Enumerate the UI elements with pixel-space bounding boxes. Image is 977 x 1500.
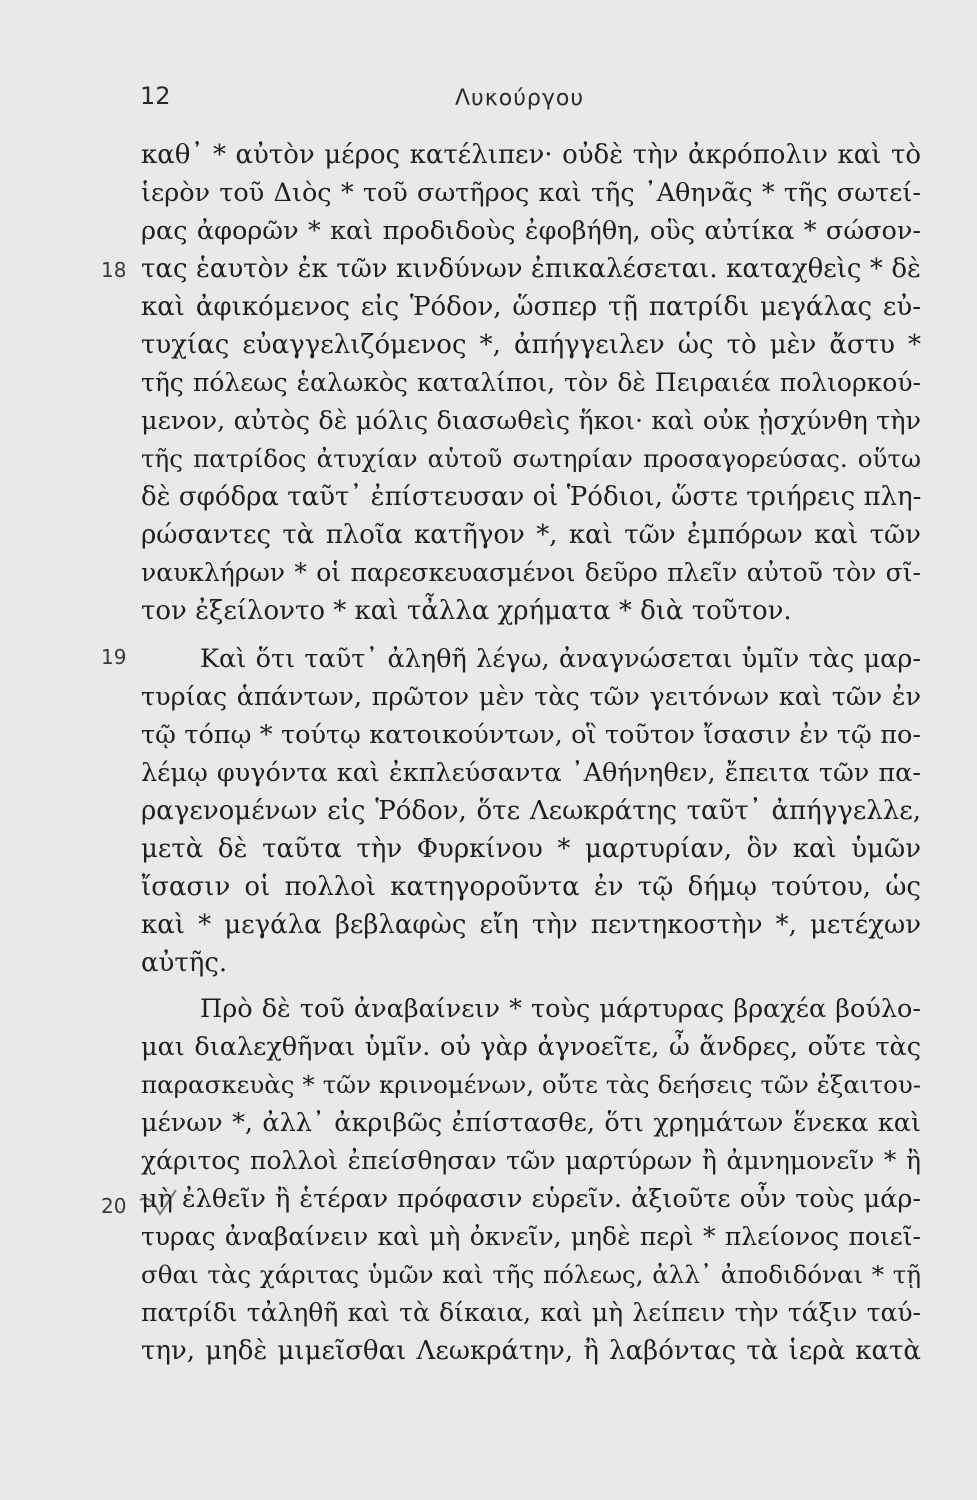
text-line: μαι διαλεχθῆναι ὑμῖν. οὐ γὰρ ἀγνοεῖτε, ὦ ἄνδρες, οὔτε τὰς <box>141 1032 921 1062</box>
text-line: πατρίδι τἀληθῆ καὶ τὰ δίκαια, καὶ μὴ λείπειν τὴν τάξιν ταύ- <box>141 1298 921 1327</box>
text-line: ναυκλήρων * οἱ παρεσκευασμένοι δεῦρο πλεῖν αὐτοῦ τὸν σῖ- <box>141 558 921 587</box>
text-line: σθαι τὰς χάριτας ὑμῶν καὶ τῆς πόλεως, ἀλλ᾽ ἀποδιδόναι * τῇ <box>141 1260 921 1289</box>
text-line: την, μηδὲ μιμεῖσθαι Λεωκράτην, ἢ λαβόντας τὰ ἱερὰ κατὰ <box>141 1336 921 1366</box>
text-line: αὐτῆς. <box>141 948 228 978</box>
text-line: τυρίας ἁπάντων, πρῶτον μὲν τὰς τῶν γειτόνων καὶ τῶν ἐν <box>141 682 921 712</box>
text-line: τας ἑαυτὸν ἐκ τῶν κινδύνων ἐπικαλέσεται. καταχθεὶς * δὲ <box>141 254 921 284</box>
running-head: Λυκούργου <box>455 86 585 111</box>
section-number-20: 20 <box>101 1194 127 1218</box>
text-line: τῆς πόλεως ἑαλωκὸς καταλίποι, τὸν δὲ Πειραιέα πολιορκού- <box>141 368 921 397</box>
text-line: τῷ τόπῳ * τούτῳ κατοικούντων, οἳ τοῦτον ἴσασιν ἐν τῷ πο- <box>141 720 921 750</box>
text-line: ρας ἀφορῶν * καὶ προδιδοὺς ἐφοβήθη, οὓς αὐτίκα * σώσον- <box>141 216 921 246</box>
text-line: τον ἐξείλοντο * καὶ τἆλλα χρήματα * διὰ τοῦτον. <box>141 596 792 626</box>
text-line: παρασκευὰς * τῶν κρινομένων, οὔτε τὰς δεήσεις τῶν ἐξαιτου- <box>141 1070 921 1099</box>
text-line: τυχίας εὐαγγελιζόμενος *, ἀπήγγειλεν ὡς τὸ μὲν ἄστυ * <box>141 330 921 360</box>
section-number-18: 18 <box>101 258 127 282</box>
text-line: Πρὸ δὲ τοῦ ἀναβαίνειν * τοὺς μάρτυρας βραχέα βούλο- <box>200 994 921 1024</box>
text-line: χάριτος πολλοὶ ἐπείσθησαν τῶν μαρτύρων ἢ ἀμνημονεῖν * ἢ <box>141 1146 921 1175</box>
text-line: καθ᾽ * αὐτὸν μέρος κατέλιπεν· οὐδὲ τὴν ἀκρόπολιν καὶ τὸ <box>141 140 921 170</box>
page-number: 12 <box>140 82 171 110</box>
text-line: Καὶ ὅτι ταῦτ᾽ ἀληθῆ λέγω, ἀναγνώσεται ὑμῖν τὰς μαρ- <box>200 644 921 674</box>
text-line: καὶ ἀφικόμενος εἰς Ῥόδον, ὥσπερ τῇ πατρίδι μεγάλας εὐ- <box>141 292 921 322</box>
text-line: μένων *, ἀλλ᾽ ἀκριβῶς ἐπίστασθε, ὅτι χρημάτων ἕνεκα καὶ <box>141 1108 921 1138</box>
text-line: ἱερὸν τοῦ Διὸς * τοῦ σωτῆρος καὶ τῆς ᾽Αθηνᾶς * τῆς σωτεί- <box>141 178 921 208</box>
section-number-19: 19 <box>101 645 127 669</box>
text-line: ρώσαντες τὰ πλοῖα κατῆγον *, καὶ τῶν ἐμπόρων καὶ τῶν <box>141 520 921 550</box>
text-line: ραγενομένων εἰς Ῥόδον, ὅτε Λεωκράτης ταῦτ᾽ ἀπήγγελλε, <box>141 796 921 826</box>
text-line: καὶ * μεγάλα βεβλαφὼς εἴη τὴν πεντηκοστὴν *, μετέχων <box>141 910 921 940</box>
text-line: μενον, αὐτὸς δὲ μόλις διασωθεὶς ἥκοι· καὶ οὐκ ᾐσχύνθη τὴν <box>141 406 921 436</box>
text-line: μετὰ δὲ ταῦτα τὴν Φυρκίνου * μαρτυρίαν, ὃν καὶ ὑμῶν <box>141 834 921 864</box>
text-line: μὴ ἐλθεῖν ἢ ἑτέραν πρόφασιν εὑρεῖν. ἀξιοῦτε οὖν τοὺς μάρ- <box>141 1184 921 1214</box>
text-line: τῆς πατρίδος ἀτυχίαν αὑτοῦ σωτηρίαν προσαγορεύσας. οὕτω <box>141 444 921 473</box>
text-line: τυρας ἀναβαίνειν καὶ μὴ ὀκνεῖν, μηδὲ περὶ * πλείονος ποιεῖ- <box>141 1222 921 1251</box>
text-line: δὲ σφόδρα ταῦτ᾽ ἐπίστευσαν οἱ Ῥόδιοι, ὥστε τριήρεις πλη- <box>141 482 921 512</box>
text-line: ἴσασιν οἱ πολλοὶ κατηγοροῦντα ἐν τῷ δήμῳ τούτου, ὡς <box>141 872 921 902</box>
text-line: λέμῳ φυγόντα καὶ ἐκπλεύσαντα ᾽Αθήνηθεν, ἔπειτα τῶν πα- <box>141 758 921 788</box>
